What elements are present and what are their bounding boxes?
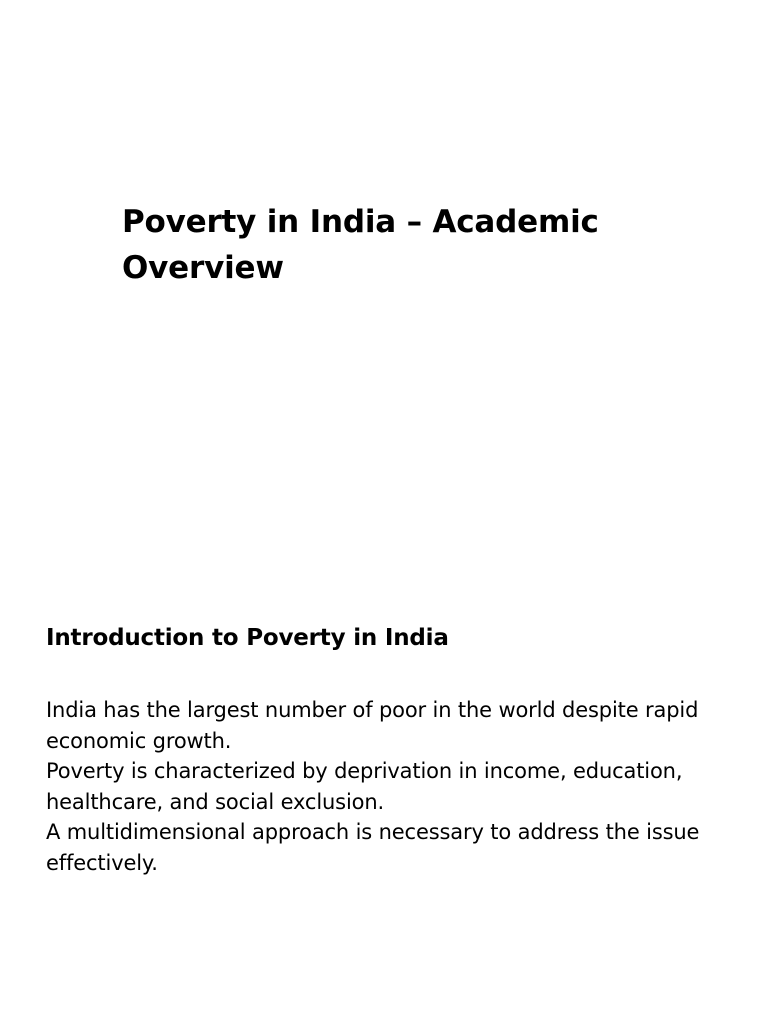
title-slide <box>122 199 642 291</box>
section-body <box>46 695 726 878</box>
document-title: Poverty in India – Academic Overview <box>122 204 599 286</box>
body-paragraph-1: India has the largest number of poor in the world despite rapid economic growth. <box>46 698 699 753</box>
body-paragraph-2: Poverty is characterized by deprivation in income, education, healthcare, and social exclusion. <box>46 759 683 814</box>
body-paragraph-3: A multidimensional approach is necessary to address the issue effectively. <box>46 820 700 875</box>
content-slide <box>46 619 726 878</box>
section-heading: Introduction to Poverty in India <box>46 625 449 651</box>
